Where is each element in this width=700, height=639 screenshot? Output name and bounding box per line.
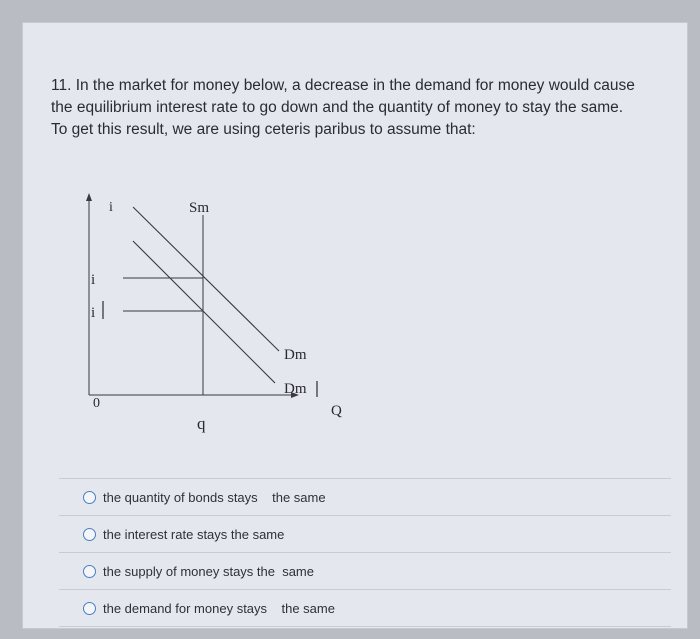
radio-button-icon[interactable] (83, 565, 96, 578)
interest-rate-label: i (91, 272, 96, 288)
radio-button-icon[interactable] (83, 602, 96, 615)
radio-button-icon[interactable] (83, 528, 96, 541)
choice-label: the interest rate stays the same (103, 526, 285, 542)
question-line-2: the equilibrium interest rate to go down and the quantity of money to stay the same. (51, 99, 624, 116)
money-demand-curve (133, 207, 279, 351)
y-axis-label: i (109, 200, 113, 215)
question-panel (22, 22, 688, 629)
question-text (51, 75, 671, 141)
radio-button-icon[interactable] (83, 491, 96, 504)
interest-rate-new-label: i (91, 305, 96, 321)
supply-label: Sm (189, 200, 210, 216)
demand-new-label: Dm (284, 381, 307, 397)
answer-choices (59, 478, 671, 627)
choice-bonds[interactable] (59, 478, 671, 515)
quantity-label: q (197, 414, 206, 433)
money-demand-curve-new (133, 241, 275, 383)
choice-label: the quantity of bonds stays the same (103, 489, 326, 505)
choice-money-supply[interactable] (59, 552, 671, 589)
choice-label: the supply of money stays the same (103, 563, 314, 579)
y-axis-arrow (86, 193, 92, 201)
money-market-graph (73, 183, 353, 433)
question-line-3: To get this result, we are using ceteris paribus to assume that: (51, 121, 476, 138)
question-line-1: 11. In the market for money below, a decrease in the demand for money would cause (51, 77, 635, 94)
x-axis-label: Q (331, 403, 342, 419)
choice-money-demand[interactable] (59, 589, 671, 627)
demand-label: Dm (284, 347, 307, 363)
choice-interest-rate[interactable] (59, 515, 671, 552)
choice-label: the demand for money stays the same (103, 600, 335, 616)
origin-label: 0 (93, 396, 100, 411)
